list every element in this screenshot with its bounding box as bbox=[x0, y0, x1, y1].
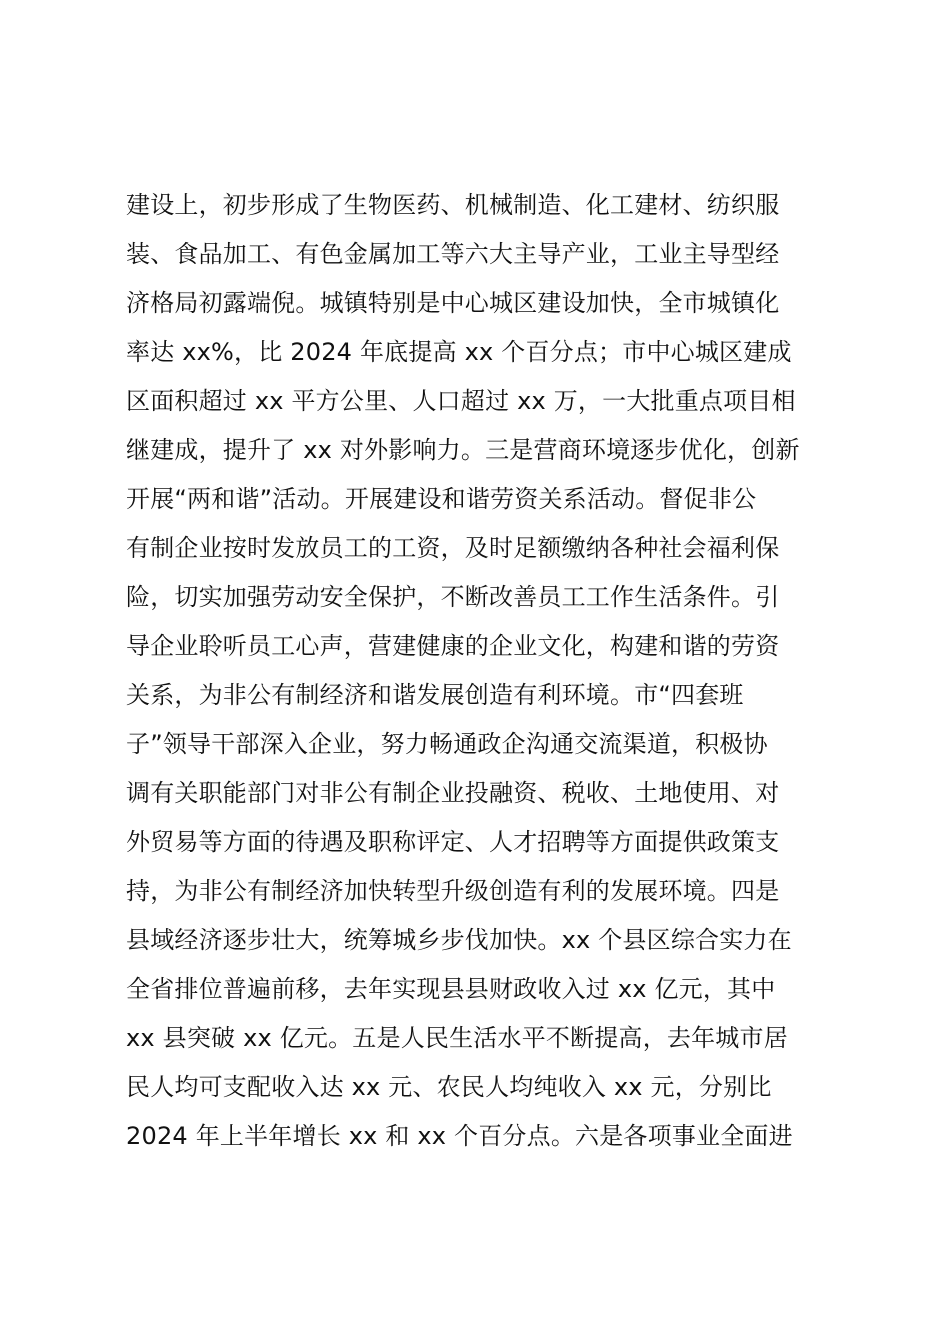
text-line: xx 县突破 xx 亿元。五是人民生活水平不断提高，去年城市居 bbox=[126, 1024, 788, 1052]
text-line: 县域经济逐步壮大，统筹城乡步伐加快。xx 个县区综合实力在 bbox=[126, 926, 792, 954]
text-line: 子”领导干部深入企业，努力畅通政企沟通交流渠道，积极协 bbox=[126, 730, 768, 758]
text-line: 继建成，提升了 xx 对外影响力。三是营商环境逐步优化，创新 bbox=[126, 436, 800, 464]
text-line: 外贸易等方面的待遇及职称评定、人才招聘等方面提供政策支 bbox=[126, 828, 780, 856]
text-line: 率达 xx%，比 2024 年底提高 xx 个百分点；市中心城区建成 bbox=[126, 338, 792, 366]
text-line: 全省排位普遍前移，去年实现县县财政收入过 xx 亿元，其中 bbox=[126, 975, 776, 1003]
text-line: 开展“两和谐”活动。开展建设和谐劳资关系活动。督促非公 bbox=[126, 485, 757, 513]
text-line: 装、食品加工、有色金属加工等六大主导产业，工业主导型经 bbox=[126, 240, 780, 268]
text-line: 有制企业按时发放员工的工资，及时足额缴纳各种社会福利保 bbox=[126, 534, 780, 562]
text-line: 区面积超过 xx 平方公里、人口超过 xx 万，一大批重点项目相 bbox=[126, 387, 796, 415]
text-line: 险，切实加强劳动安全保护，不断改善员工工作生活条件。引 bbox=[126, 583, 780, 611]
text-line: 民人均可支配收入达 xx 元、农民人均纯收入 xx 元，分别比 bbox=[126, 1073, 772, 1101]
text-line: 2024 年上半年增长 xx 和 xx 个百分点。六是各项事业全面进 bbox=[126, 1122, 793, 1150]
text-line: 导企业聆听员工心声，营建健康的企业文化，构建和谐的劳资 bbox=[126, 632, 780, 660]
text-line: 关系，为非公有制经济和谐发展创造有利环境。市“四套班 bbox=[126, 681, 744, 709]
text-line: 济格局初露端倪。城镇特别是中心城区建设加快，全市城镇化 bbox=[126, 289, 780, 317]
text-line: 持，为非公有制经济加快转型升级创造有利的发展环境。四是 bbox=[126, 877, 780, 905]
text-line: 调有关职能部门对非公有制企业投融资、税收、土地使用、对 bbox=[126, 779, 780, 807]
body-paragraph bbox=[126, 181, 846, 1161]
text-line: 建设上，初步形成了生物医药、机械制造、化工建材、纺织服 bbox=[126, 191, 780, 219]
